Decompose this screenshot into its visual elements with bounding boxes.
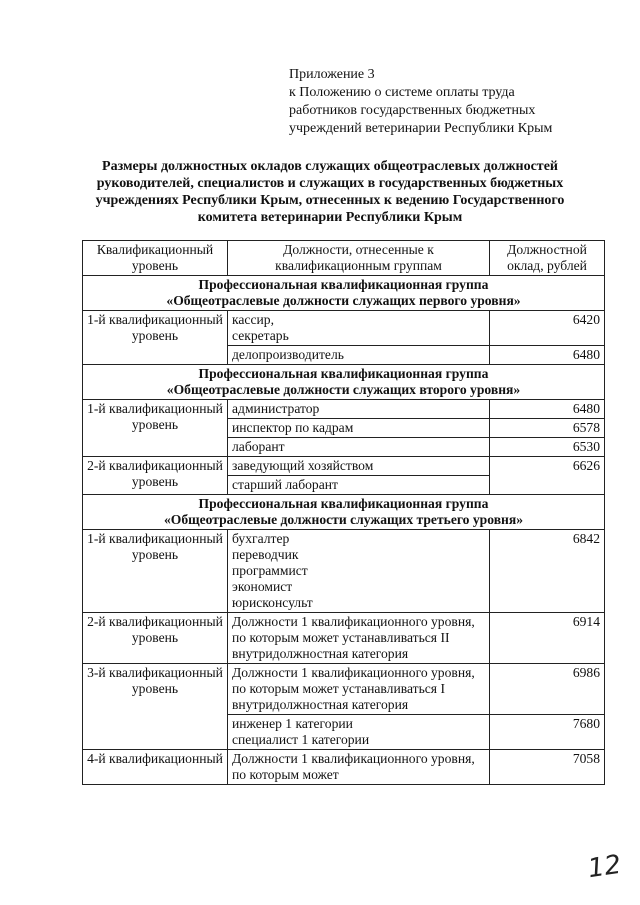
group-header-row [83, 495, 605, 530]
qualification-level: 1-й квалификационный уровень [83, 311, 228, 365]
group-title [83, 365, 605, 400]
qualification-level: 4-й квалификационный [83, 750, 228, 785]
salary-cell: 7680 [490, 715, 605, 750]
position-item: инженер 1 категории [232, 716, 353, 731]
positions-cell [228, 457, 490, 476]
group-title [83, 495, 605, 530]
salary-cell: 6480 [490, 346, 605, 365]
qualification-level: 3-й квалификационный уровень [83, 664, 228, 750]
salary-cell: 6530 [490, 438, 605, 457]
document-title: Размеры должностных окладов служащих общеотраслевых должностей руководителей, специалистов и служащих в государственных бюджетных учреждениях Республики Крым, отнесенных к ведению Государственного комитета ветеринарии Республики Крым [95, 159, 565, 225]
salary-cell: 6480 [490, 400, 605, 419]
positions-cell [228, 664, 490, 715]
positions-cell [228, 438, 490, 457]
table-row [83, 664, 605, 715]
group-header-row [83, 276, 605, 311]
group-title-line: «Общеотраслевые должности служащих первого уровня» [166, 293, 521, 308]
appendix-line: Приложение 3 [289, 67, 375, 82]
qualification-level: 1-й квалификационный уровень [83, 400, 228, 457]
position-item: экономист [232, 579, 293, 594]
position-item: лаборант [232, 439, 285, 454]
salary-cell: 6914 [490, 613, 605, 664]
group-title-line: Профессиональная квалификационная группа [198, 366, 489, 381]
table-row [83, 613, 605, 664]
positions-cell [228, 400, 490, 419]
position-item: заведующий хозяйством [232, 458, 374, 473]
position-item: Должности 1 квалификационного уровня, по которым может [232, 751, 475, 782]
group-header-row [83, 365, 605, 400]
qualification-level: 1-й квалификационный уровень [83, 530, 228, 613]
positions-cell [228, 715, 490, 750]
position-item: специалист 1 категории [232, 732, 370, 747]
position-item: Должности 1 квалификационного уровня, по которым может устанавливаться I внутридолжностная категория [232, 665, 475, 712]
salary-cell: 6986 [490, 664, 605, 715]
appendix-line: работников государственных бюджетных [289, 103, 536, 118]
appendix-line: учреждений ветеринарии Республики Крым [289, 121, 553, 136]
positions-cell [228, 476, 490, 495]
header-salary: Должностной оклад, рублей [490, 241, 605, 276]
position-item: кассир, [232, 312, 274, 327]
table-row [83, 530, 605, 613]
appendix-line: к Положению о системе оплаты труда [289, 85, 515, 100]
positions-cell [228, 311, 490, 346]
salary-cell: 6420 [490, 311, 605, 346]
positions-cell [228, 419, 490, 438]
position-item: секретарь [232, 328, 289, 343]
positions-cell [228, 346, 490, 365]
group-title-line: «Общеотраслевые должности служащих третьего уровня» [163, 512, 524, 527]
table-row [83, 457, 605, 476]
position-item: Должности 1 квалификационного уровня, по которым может устанавливаться II внутридолжностная категория [232, 614, 475, 661]
position-item: администратор [232, 401, 320, 416]
salary-cell: 6578 [490, 419, 605, 438]
position-item: инспектор по кадрам [232, 420, 354, 435]
position-item: программист [232, 563, 308, 578]
table-row [83, 750, 605, 785]
positions-cell [228, 613, 490, 664]
page-number: 12 [586, 849, 624, 885]
position-item: старший лаборант [232, 477, 338, 492]
group-title-line: Профессиональная квалификационная группа [198, 277, 489, 292]
position-item: переводчик [232, 547, 299, 562]
position-item: юрисконсульт [232, 595, 313, 610]
salary-cell: 6626 [490, 457, 605, 495]
salary-cell: 7058 [490, 750, 605, 785]
qualification-level: 2-й квалификационный уровень [83, 457, 228, 495]
appendix-note [289, 66, 619, 138]
position-item: бухгалтер [232, 531, 290, 546]
group-title [83, 276, 605, 311]
table-row [83, 311, 605, 346]
salary-cell: 6842 [490, 530, 605, 613]
position-item: делопроизводитель [232, 347, 344, 362]
table-header-row [83, 241, 605, 276]
group-title-line: «Общеотраслевые должности служащих второго уровня» [166, 382, 521, 397]
salary-table [82, 240, 605, 785]
header-positions: Должности, отнесенные к квалификационным группам [228, 241, 490, 276]
table-row [83, 400, 605, 419]
qualification-level: 2-й квалификационный уровень [83, 613, 228, 664]
header-level: Квалификационный уровень [83, 241, 228, 276]
positions-cell [228, 530, 490, 613]
group-title-line: Профессиональная квалификационная группа [198, 496, 489, 511]
positions-cell [228, 750, 490, 785]
